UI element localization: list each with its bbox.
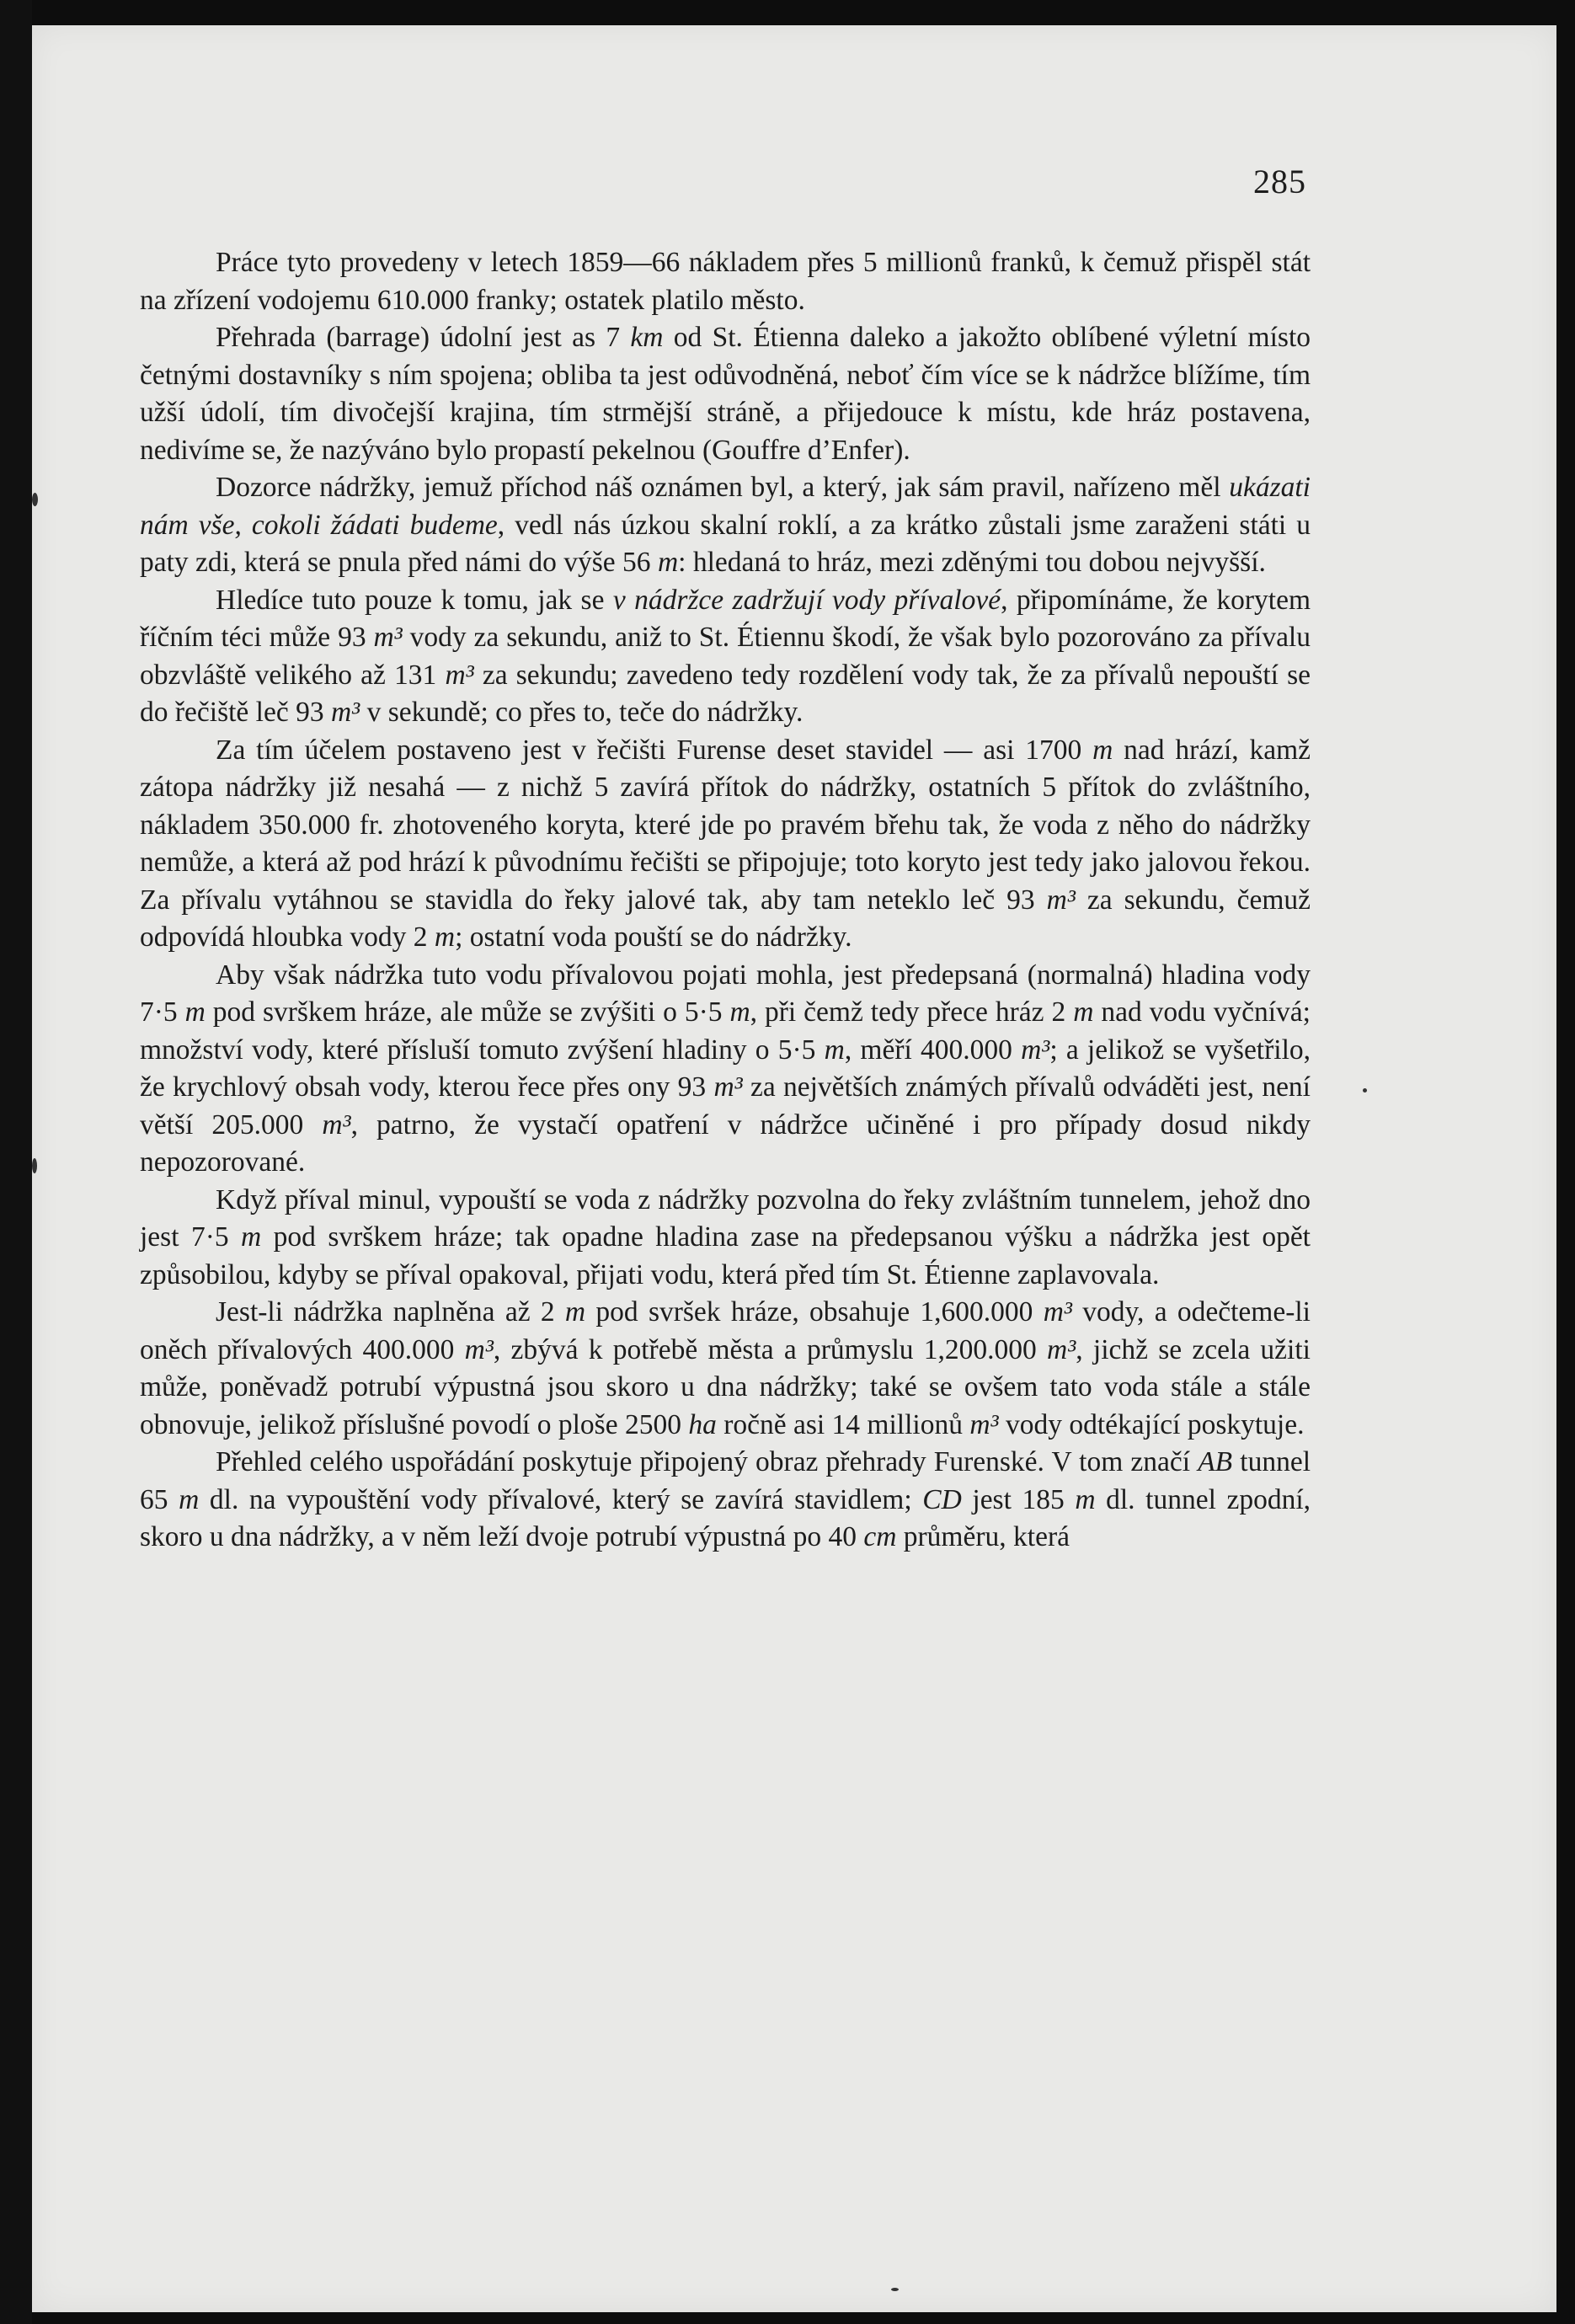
text-run: Dozorce nádržky, jemuž příchod náš oznámen byl, a který, jak sám pravil, nařízeno měl [216, 472, 1230, 503]
italic-run: m³ [445, 659, 474, 691]
italic-run: m [1075, 1483, 1096, 1515]
text-run: dl. na vypouštění vody přívalové, který se zavírá stavidlem; [199, 1483, 923, 1515]
paragraph [140, 244, 1311, 319]
text-run: Když příval minul, vypouští se voda z nádržky pozvolna do řeky zvláštním tunnelem, jehož dno jest 7·5 [140, 1183, 1311, 1253]
italic-run: m [1073, 996, 1094, 1028]
italic-run: AB [1198, 1446, 1233, 1477]
paragraph [140, 957, 1311, 1182]
italic-run: m³ [1021, 1034, 1050, 1066]
italic-run: m³ [464, 1333, 494, 1365]
text-run: pod svršek hráze, obsahuje 1,600.000 [585, 1296, 1044, 1328]
italic-run: m³ [322, 1109, 351, 1141]
paragraph [140, 469, 1311, 582]
italic-run: m³ [1043, 1296, 1072, 1328]
text-run: průměru, která [896, 1521, 1070, 1552]
text-run: , zbývá k potřebě města a průmyslu 1,200.000 [493, 1333, 1048, 1365]
text-run: tunnel 65 [140, 1446, 1311, 1515]
text-run: , měří 400.000 [844, 1034, 1022, 1066]
italic-run: m [179, 1483, 200, 1515]
text-run: Hledíce tuto pouze k tomu, jak se [216, 584, 613, 616]
italic-run: ukázati nám vše, cokoli žádati budeme [140, 472, 1311, 541]
italic-run: ha [688, 1408, 717, 1440]
body-text [140, 244, 1311, 1557]
text-run: Jest-li nádržka naplněna až 2 [216, 1296, 565, 1328]
italic-run: m [1092, 734, 1113, 766]
italic-run: cm [863, 1521, 897, 1552]
text-run: , připomínáme, že korytem říčním téci může 93 [140, 584, 1311, 653]
scan-speck [32, 1158, 37, 1173]
text-run: pod svrškem hráze, ale může se zvýšiti o 5·5 [205, 996, 730, 1028]
text-run: Práce tyto provedeny v letech 1859—66 nákladem přes 5 millionů franků, k čemuž přispěl stát na zřízení vodojemu 610.000 franky; ostatek platilo město. [140, 247, 1311, 316]
italic-run: m³ [713, 1071, 743, 1103]
text-run: : hledaná to hráz, mezi zděnými tou dobou nejvyšší. [678, 547, 1266, 578]
text-run: Přehrada (barrage) údolní jest as 7 [216, 322, 631, 353]
text-run: v sekundě; co přes to, teče do nádržky. [360, 697, 804, 728]
paragraph [140, 732, 1311, 957]
text-run: Přehled celého uspořádání poskytuje připojený obraz přehrady Furenské. V tom značí [216, 1446, 1199, 1477]
italic-run: m³ [330, 697, 360, 728]
text-run: za největších známých přívalů odváděti jest, není větší 205.000 [140, 1071, 1311, 1141]
italic-run: v nádržce zadržují vody přívalové [612, 584, 1001, 616]
paragraph [140, 1182, 1311, 1295]
italic-run: m³ [1047, 1333, 1076, 1365]
paragraph [140, 1444, 1311, 1557]
italic-run: m [184, 996, 206, 1028]
italic-run: m [657, 547, 679, 578]
italic-run: km [630, 322, 664, 353]
text-run: , patrno, že vystačí opatření v nádržce učiněné i pro případy dosud nikdy nepozorované. [140, 1109, 1311, 1178]
text-run: za sekundu, čemuž odpovídá hloubka vody 2 [140, 884, 1311, 953]
text-run: ; a jelikož se vyšetřilo, že krychlový obsah vody, kterou řece přes ony 93 [140, 1034, 1311, 1103]
text-run: ročně asi 14 millionů [716, 1408, 970, 1440]
text-run: jest 185 [961, 1483, 1076, 1515]
italic-run: m [824, 1034, 845, 1066]
scan-speck [32, 493, 38, 506]
text-run: , při čemž tedy přece hráz 2 [750, 996, 1074, 1028]
text-run: Za tím účelem postaveno jest v řečišti Furense deset stavidel — asi 1700 [216, 734, 1093, 766]
page-number: 285 [1253, 163, 1306, 200]
italic-run: m [564, 1296, 586, 1328]
text-run: , jichž se zcela užiti může, poněvadž potrubí výpustná jsou skoro u dna nádržky; také se ovšem tato voda stále a stále obnovuje, jelikož příslušné povodí o ploše 2500 [140, 1333, 1311, 1440]
text-run: za sekundu; zavedeno tedy rozdělení vody tak, že za přívalů nepouští se do řečiště leč 93 [140, 659, 1311, 728]
paragraph [140, 319, 1311, 469]
scan-speck [891, 2288, 899, 2291]
text-run: vody za sekundu, aniž to St. Étiennu škodí, že však bylo pozorováno za přívalu obzvláště velikého až 131 [140, 622, 1311, 691]
text-run: nad vodu vyčnívá; množství vody, které přísluší tomuto zvýšení hladiny o 5·5 [140, 996, 1311, 1066]
text-run: od St. Étienna daleko a jakožto oblíbené výletní místo četnými dostavníky s ním spojena; obliba ta jest odůvodněná, neboť čím více se k nádržce blížíme, tím užší údolí, tím divočejší krajina, tím strmější stráně, a přijedouce k místu, kde hráz postavena, nedivíme se, že nazýváno bylo propastí pekelnou (Gouffre d’Enfer). [140, 322, 1311, 466]
text-run: ; ostatní voda pouští se do nádržky. [455, 922, 852, 953]
text-run: , vedl nás úzkou skalní roklí, a za krátko zůstali jsme zaraženi státi u paty zdi, která se pnula před námi do výše 56 [140, 509, 1311, 578]
text-run: vody, a odečteme-li oněch přívalových 400.000 [140, 1296, 1311, 1365]
italic-run: m³ [373, 622, 403, 653]
scan-left-edge [0, 0, 32, 2324]
text-run: pod svrškem hráze; tak opadne hladina zase na předepsanou výšku a nádržka jest opět způsobilou, kdyby se příval opakoval, přijati vodu, která před tím St. Étienne zaplavovala. [140, 1221, 1311, 1290]
paragraph [140, 582, 1311, 732]
italic-run: m³ [969, 1408, 999, 1440]
text-run: nad hrází, kamž zátopa nádržky již nesahá — z nichž 5 zavírá přítok do nádržky, ostatních 5 přítok do zvláštního, nákladem 350.000 fr. zhotoveného koryta, které jde po pravém břehu tak, že voda z něho do nádržky nemůže, a která až pod hrází k původnímu řečišti se připojuje; toto koryto jest tedy jako jalovou řekou. Za přívalu vytáhnou se stavidla do řeky jalové tak, aby tam neteklo leč 93 [140, 734, 1311, 916]
text-run: Aby však nádržka tuto vodu přívalovou pojati mohla, jest předepsaná (normalná) hladina vody 7·5 [140, 959, 1311, 1028]
text-run: vody odtékající poskytuje. [998, 1408, 1305, 1440]
italic-run: CD [922, 1483, 962, 1515]
paragraph [140, 1294, 1311, 1444]
italic-run: m [729, 996, 750, 1028]
italic-run: m [241, 1221, 262, 1253]
italic-run: m [434, 922, 456, 953]
scan-speck [1363, 1088, 1367, 1093]
italic-run: m³ [1046, 884, 1076, 916]
text-run: dl. tunnel zpodní, skoro u dna nádržky, a v něm leží dvoje potrubí výpustná po 40 [140, 1483, 1311, 1552]
